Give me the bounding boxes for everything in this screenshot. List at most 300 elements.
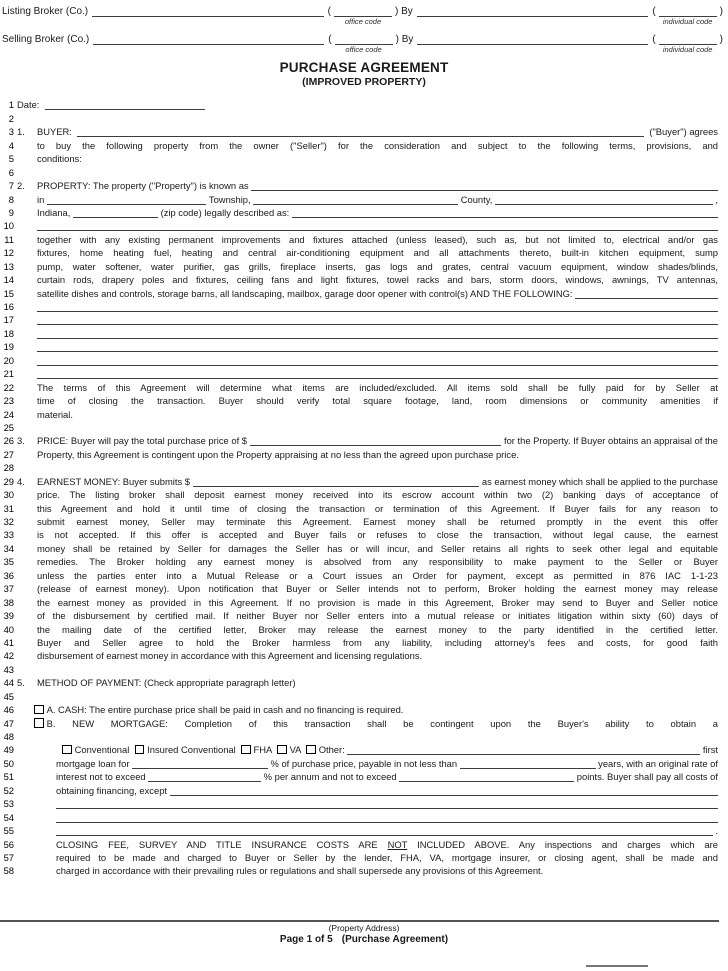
selling-broker-company-blank[interactable] [93,33,324,45]
line-number: 21 [3,368,14,380]
form-line [0,850,718,863]
clause-text: PROPERTY: The property ("Property") is known as [37,180,252,192]
clause-text: INCLUDED ABOVE. Any inspections and charges which are [407,838,718,850]
clause-text: of the disbursement by certified mail. If neither Buyer nor Seller enters into a mutual release or initiates litigation within sixty (60) days of [37,610,718,622]
line-content [14,247,718,258]
points-blank[interactable] [399,771,574,782]
line-content [14,852,718,863]
line-content [14,288,718,299]
date-blank[interactable] [45,99,205,110]
line-number: 13 [3,260,14,272]
page-footer [0,934,728,945]
clause-text: CLOSING FEE, SURVEY AND TITLE INSURANCE COSTS ARE [56,838,388,850]
line-content [14,328,718,339]
checkbox-conventional[interactable] [62,745,72,755]
line-number: 3 [8,126,14,138]
individual-code-blank[interactable] [659,5,717,17]
checkbox-va[interactable] [277,745,287,755]
line-number: 34 [3,542,14,554]
line-content [14,234,718,245]
clause-text: in [37,193,47,205]
clause-text: curtain rods, drapery poles and fixtures, ceiling fans and light fixtures, towel racks and bars, storm doors, windows, awnings, TV antennas, [37,274,718,286]
clause-text: required to be made and charged to Buyer or Seller by the lender, FHA, VA, mortgage insurer, or closing agent, shall be made and [56,851,718,863]
clause-text: Insured Conventional [147,744,241,756]
line-number: 12 [3,247,14,259]
other-mortgage-type-blank[interactable] [347,744,700,755]
clause-text: the earnest money as provided in this Agreement. If no provision is made in this Agreement, Broker may send to Buyer and Seller notice [37,596,718,608]
clause-text: is not accepted. If this offer is accepted and Buyer fails or refuses to close the transaction, without legal cause, the earnest [37,529,718,541]
line-content [14,583,718,594]
line-content [14,744,718,755]
line-number: 40 [3,623,14,635]
corner-initial-line [586,965,648,967]
line-content [14,503,718,514]
form-line [0,796,718,809]
clause-text: this Agreement and hold it until time of closing the transaction or termination of this Agreement. If Buyer fails for any reason to [37,502,718,514]
form-line [0,661,718,674]
line-content [14,597,718,608]
line-number: 37 [3,583,14,595]
line-content [14,650,718,661]
line-number: 56 [3,838,14,850]
clause-text: FHA [253,744,277,756]
form-line [0,110,718,123]
line-content [14,368,718,379]
line-content [14,274,718,285]
additional-items-continuation-blank[interactable] [37,355,718,366]
line-content [14,516,718,527]
line-number: 9 [8,206,14,218]
property-address-caption: (Property Address) [328,923,400,933]
line-number: 48 [3,731,14,742]
zip-code-blank[interactable] [73,207,158,218]
clause-text: for the Property. If Buyer obtains an appraisal of the [501,435,718,447]
clause-text: A. CASH: The entire purchase price shall be paid in cash and no financing is required. [46,704,404,716]
line-number: 53 [3,798,14,810]
line-number: 23 [3,395,14,407]
form-line [0,124,718,137]
clause-text: Other: [318,744,348,756]
line-content [14,677,718,688]
interest-rate-blank[interactable] [148,771,261,782]
additional-items-continuation-blank[interactable] [37,341,718,352]
form-line [0,178,718,191]
line-number: 30 [3,489,14,501]
clause-text: together with any existing permanent improvements and fixtures attached (unless leased), such as, but not limited to, electrical and/or gas [37,233,718,245]
document-title: PURCHASE AGREEMENT [279,60,449,75]
line-content [14,207,718,218]
clause-text: submit earnest money, Seller may terminate this Agreement. Earnest money shall be returned promptly in the event this offer [37,516,718,527]
line-content [14,314,718,325]
form-line [0,352,718,365]
line-number: 50 [3,757,14,769]
clause-text: EARNEST MONEY: Buyer submits $ [37,475,193,487]
form-line [0,191,718,204]
line-number: 29 [3,475,14,487]
clause-text: . [712,825,718,837]
checkbox-insured-conventional[interactable] [135,745,145,755]
clause-number: 4. [17,475,25,487]
line-number: 16 [3,301,14,312]
line-number: 5 [8,153,14,165]
form-line [0,379,718,392]
line-number: 46 [3,704,14,716]
line-content [14,153,718,164]
form-line [0,594,718,607]
clause-text: VA [289,744,307,756]
clause-text: (release of earnest money). Upon notification that Buyer or Seller intends not to perform, Broker holding the earnest money may release [37,583,718,595]
form-line [0,245,718,258]
line-content [14,99,718,110]
clause-text: material. [37,408,73,420]
line-number: 44 [3,677,14,689]
line-number: 33 [3,529,14,541]
form-line [0,823,718,836]
line-number: 52 [3,784,14,796]
clause-text: disbursement of earnest money in accordance with this Agreement and licensing regulations. [37,650,423,662]
line-number: 35 [3,556,14,568]
checkbox-fha[interactable] [241,745,251,755]
financing-exception-blank[interactable] [170,785,718,796]
form-line [0,312,718,325]
clause-text: obtaining financing, except [56,784,170,796]
line-content [14,543,718,554]
open-paren: ( [327,6,331,17]
line-number: 28 [3,462,14,474]
line-content [14,624,718,635]
line-number: 4 [8,139,14,151]
form-line [0,420,718,433]
close-paren: ) [719,6,723,17]
line-number: 32 [3,516,14,527]
line-number: 6 [8,166,14,178]
close-paren: ) [395,6,399,17]
listing-broker-label: Listing Broker (Co.) [2,6,89,17]
line-content [14,785,718,796]
selling-broker-label: Selling Broker (Co.) [2,34,90,45]
line-content [14,126,718,137]
form-line [0,339,718,352]
line-content [14,865,718,876]
line-content [14,140,718,151]
line-number: 54 [3,811,14,823]
listing-broker-row [2,3,723,26]
document-lines [0,97,718,876]
line-content [14,610,718,621]
additional-items-continuation-blank[interactable] [37,328,718,339]
form-line [0,635,718,648]
selling-broker-agent-blank[interactable] [417,33,648,45]
clause-number: 3. [17,435,25,447]
township-blank[interactable] [47,194,207,205]
city-blank[interactable] [495,194,713,205]
form-line [0,729,718,742]
clause-text: METHOD OF PAYMENT: (Check appropriate paragraph letter) [37,677,296,689]
listing-broker-company-blank[interactable] [92,5,324,17]
form-line [0,581,718,594]
line-number: 31 [3,502,14,514]
office-code-caption: office code [344,17,382,26]
additional-items-blank[interactable] [575,288,718,299]
line-number: 58 [3,865,14,877]
clause-text: money shall be retained by Seller for damages the Seller has or will incur, and Seller retains all rights to seek other legal and equitable [37,542,718,554]
clause-text: years, with an original rate of [595,757,718,769]
line-content [14,261,718,272]
line-content [14,839,718,850]
form-line [0,500,718,513]
purchase-price-blank[interactable] [250,435,502,446]
line-number: 47 [3,717,14,729]
line-number: 7 [8,180,14,192]
line-number: 41 [3,636,14,648]
line-content [14,771,718,782]
additional-items-continuation-blank[interactable] [37,314,718,325]
form-line [0,473,718,486]
checkbox-cash[interactable] [34,705,44,715]
line-content [14,704,718,715]
form-line [0,675,718,688]
form-line [0,285,718,298]
clause-text: points. Buyer shall pay all costs of [574,771,718,783]
property-address-line [0,920,719,922]
line-number: 17 [3,314,14,326]
line-number: 42 [3,650,14,662]
clause-number: 1. [17,126,25,138]
broker-header [0,0,728,88]
individual-code-field [656,5,720,26]
form-line [0,514,718,527]
line-number: 57 [3,851,14,863]
line-number: 18 [3,327,14,339]
form-line [0,702,718,715]
form-line [0,325,718,338]
form-line [0,809,718,822]
line-content [14,180,718,191]
form-line [0,688,718,701]
by-label-text: By [401,6,413,17]
property-known-as-blank[interactable] [251,180,718,191]
document-subtitle: (IMPROVED PROPERTY) [302,76,426,88]
legal-description-blank[interactable] [292,207,718,218]
clause-text: PRICE: Buyer will pay the total purchase price of $ [37,435,250,447]
clause-text: NOT [387,838,408,850]
form-line [0,151,718,164]
open-paren: ( [652,6,656,17]
checkbox-new-mortgage[interactable] [34,718,44,728]
clause-text: interest not to exceed [56,771,149,783]
form-line [0,540,718,553]
line-number: 43 [3,663,14,675]
form-line [0,231,718,244]
clause-text: Buyer and Seller agree to hold the Broker harmless from any liability, including attorney's fees and costs, for good faith [37,636,718,648]
clause-text: the mailing date of the certified letter, Broker may release the earnest money to the party identified in the certified letter. [37,623,718,635]
clause-text: remedies. The Broker holding any earnest money is absolved from any responsibility to make payment to the Seller or Buyer [37,556,718,568]
additional-items-continuation-blank[interactable] [37,368,718,379]
clause-text: B. NEW MORTGAGE: Completion of this transaction shall be contingent upon the Buyer's ability to obtain a [46,717,718,729]
form-line [0,567,718,580]
clause-text: Conventional [74,744,135,756]
clause-text: % of purchase price, payable in not less than [267,757,460,769]
financing-exception-continuation-blank[interactable] [56,812,718,823]
clause-text: time of closing the transaction. Buyer should verify total square footage, land, room dimensions or community amenities if [37,395,718,407]
clause-text: BUYER: [37,126,78,138]
form-line [0,460,718,473]
county-blank[interactable] [253,194,458,205]
listing-broker-agent-blank[interactable] [417,5,649,17]
line-content [14,355,718,366]
line-number: 26 [3,435,14,447]
line-number: 8 [8,193,14,205]
clause-text: fixtures, home heating fuel, heating and central air-conditioning equipment and all attachments thereto, built-in kitchen equipment, sump [37,247,718,259]
document-name-label: (Purchase Agreement) [341,934,449,945]
clause-text: satellite dishes and controls, storage barns, all landscaping, mailbox, garage door opener with control(s) AND THE FOLLOWING: [37,287,576,299]
office-code-field [331,5,395,26]
office-code-blank[interactable] [335,33,393,45]
form-line [0,527,718,540]
line-content [14,220,718,231]
open-paren: ( [652,34,656,45]
page-number-label: Page 1 of 5 [279,934,333,945]
form-line [0,863,718,876]
line-content [14,409,718,420]
form-line [0,836,718,849]
form-line [0,258,718,271]
loan-years-blank[interactable] [460,758,596,769]
form-line [0,205,718,218]
form-line [0,621,718,634]
buyer-name-blank[interactable] [77,126,644,137]
form-line [0,769,718,782]
individual-code-field [656,33,720,54]
clause-number: 2. [17,180,25,192]
line-content [14,194,718,205]
line-content [14,489,718,500]
form-line [0,366,718,379]
line-content [14,341,718,352]
form-line [0,648,718,661]
clause-text: (zip code) legally described as: [157,206,292,218]
clause-text: Indiana, [37,206,73,218]
open-paren: ( [328,34,332,45]
form-line [0,554,718,567]
selling-broker-row [2,31,723,54]
close-paren: ) [395,34,399,45]
clause-text: to buy the following property from the owner ("Seller") for the consideration and subject to the following terms, provisions, and [37,139,718,151]
loan-percentage-blank[interactable] [132,758,268,769]
financing-exception-continuation-blank[interactable] [56,825,713,836]
clause-text: The terms of this Agreement will determine what items are included/excluded. All items sold shall be fully paid for by Seller at [37,381,718,393]
line-content [14,812,718,823]
line-content [14,382,718,393]
clause-text: , [712,193,718,205]
clause-text: % per annum and not to exceed [261,771,400,783]
clause-text: Property, this Agreement is contingent upon the Property appraising at no less than the agreed upon purchase price. [37,448,519,460]
line-number: 22 [3,381,14,393]
financing-exception-continuation-blank[interactable] [56,798,718,809]
earnest-money-blank[interactable] [193,476,480,487]
form-line [0,406,718,419]
line-number: 25 [3,421,14,433]
line-number: 1 [8,99,14,111]
clause-text: price. The listing broker shall deposit earnest money received into its escrow account within two (2) banking days of acceptance of [37,489,718,501]
clause-text: first [700,744,718,756]
line-number: 20 [3,354,14,366]
form-line [0,487,718,500]
line-content [14,395,718,406]
line-content [14,529,718,540]
line-number: 19 [3,341,14,353]
clause-text: unless the parties enter into a Mutual Release or a Court issues an Order for payment, except as permitted in 876 IAC 1-1-23 [37,569,718,581]
form-line [0,299,718,312]
line-content [14,637,718,648]
line-content [14,301,718,312]
line-content [14,798,718,809]
line-content [14,758,718,769]
line-number: 11 [4,233,14,245]
line-number: 14 [3,274,14,286]
clause-text: County, [458,193,495,205]
form-line [0,782,718,795]
form-line [0,742,718,755]
form-line [0,393,718,406]
clause-text: Date: [17,99,45,111]
office-code-blank[interactable] [334,5,392,17]
clause-text: mortgage loan for [56,757,133,769]
line-number: 10 [3,220,14,232]
line-number: 45 [3,690,14,702]
form-line [0,755,718,768]
clause-text: conditions: [37,153,82,165]
clause-text: charged in accordance with their prevailing rules or regulations and shall supersede any provisions of this Agreement. [56,865,544,877]
clause-text: pump, water softener, water purifier, gas grills, fireplace inserts, gas logs and grates, central vacuum equipment, window shades/blinds, [37,260,718,272]
additional-items-continuation-blank[interactable] [37,301,718,312]
individual-code-blank[interactable] [659,33,717,45]
line-number: 27 [3,448,14,460]
line-content [14,570,718,581]
line-number: 36 [3,569,14,581]
line-number: 2 [8,112,14,124]
form-line [0,608,718,621]
individual-code-caption: individual code [662,17,713,26]
clause-text: as earnest money which shall be applied to the purchase [479,475,718,487]
clause-number: 5. [17,677,25,689]
by-label-text: By [401,34,414,45]
legal-description-continuation-blank[interactable] [37,220,718,231]
office-code-field [332,33,396,54]
form-line [0,137,718,150]
line-number: 51 [3,771,14,783]
form-line [0,715,718,728]
line-content [14,449,718,460]
line-number: 24 [3,408,14,420]
line-content [14,718,718,729]
form-line [0,272,718,285]
close-paren: ) [719,34,723,45]
line-number: 15 [3,287,14,299]
checkbox-other[interactable] [306,745,316,755]
line-number: 38 [3,596,14,608]
form-line [0,446,718,459]
line-content [14,476,718,487]
line-number: 39 [3,610,14,622]
individual-code-caption: individual code [662,45,713,54]
line-content [14,825,718,836]
line-number: 49 [3,744,14,756]
clause-text: Township, [206,193,254,205]
form-line [0,218,718,231]
office-code-caption: office code [345,45,382,54]
form-line [0,97,718,110]
